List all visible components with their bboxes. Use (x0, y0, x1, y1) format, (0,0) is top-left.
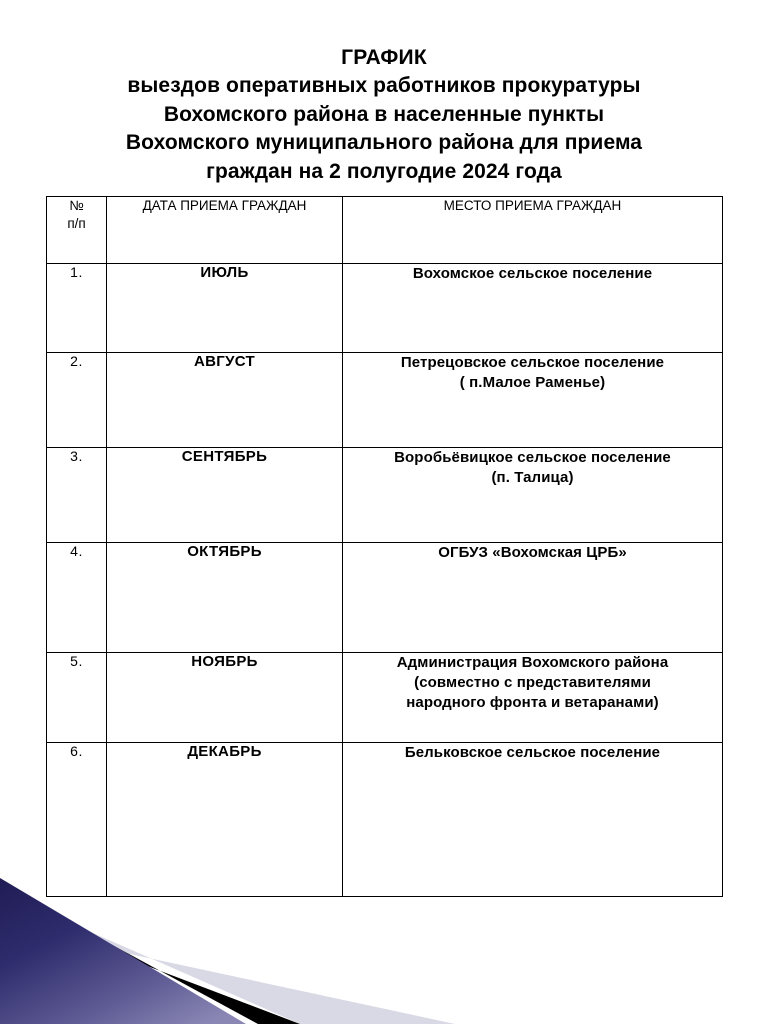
column-header-date: ДАТА ПРИЕМА ГРАЖДАН (107, 197, 343, 264)
row-number: 3. (47, 448, 107, 543)
title-subline-3: Вохомского муниципального района для приема (125, 131, 643, 154)
ribbon-band-black (0, 884, 300, 1024)
table-header-row (47, 197, 723, 264)
row-place (343, 653, 723, 743)
row-place-line: Петрецовское сельское поселение (400, 354, 665, 371)
table-row (47, 264, 723, 353)
row-date: СЕНТЯБРЬ (107, 448, 343, 543)
row-date: ИЮЛЬ (107, 264, 343, 353)
row-number: 5. (47, 653, 107, 743)
row-place-line: Воробьёвицкое сельское поселение (394, 449, 671, 466)
table-row (47, 353, 723, 448)
title-subline-2: Вохомского района в населенные пункты (163, 102, 605, 126)
row-place (343, 264, 723, 353)
row-place-line: (совместно с представителями (414, 674, 651, 691)
column-header-number (47, 197, 107, 264)
ribbon-band-lavender (0, 892, 455, 1024)
row-number: 1. (47, 264, 107, 353)
row-date: ОКТЯБРЬ (107, 543, 343, 653)
row-place (343, 353, 723, 448)
column-header-number-line1: № (69, 198, 84, 213)
table-row (47, 543, 723, 653)
row-place-line: (п. Талица) (491, 469, 574, 486)
row-date: НОЯБРЬ (107, 653, 343, 743)
column-header-place: МЕСТО ПРИЕМА ГРАЖДАН (343, 197, 723, 264)
row-place-line: народного фронта и ветаранами) (406, 694, 659, 711)
row-place-line: Вохомское сельское поселение (412, 265, 653, 282)
ribbon-band-navy (0, 878, 246, 1024)
row-place (343, 743, 723, 897)
document-title-block (46, 44, 722, 186)
row-number: 6. (47, 743, 107, 897)
title-subline-4: граждан на 2 полугодие 2024 года (206, 159, 562, 183)
table-row (47, 743, 723, 897)
table-row (47, 653, 723, 743)
column-header-number-line2: п/п (67, 216, 86, 231)
row-place-line: Бельковское сельское поселение (404, 744, 661, 761)
row-place (343, 543, 723, 653)
row-place (343, 448, 723, 543)
row-number: 2. (47, 353, 107, 448)
table-row (47, 448, 723, 543)
title-subline-1: выездов оперативных работников прокуратуры (127, 74, 641, 97)
row-date: ДЕКАБРЬ (107, 743, 343, 897)
row-number: 4. (47, 543, 107, 653)
schedule-table (46, 196, 723, 897)
row-place-line: ( п.Малое Раменье) (459, 374, 606, 391)
row-place-line: ОГБУЗ «Вохомская ЦРБ» (438, 544, 627, 561)
row-place-line: Администрация Вохомского района (396, 654, 669, 671)
row-date: АВГУСТ (107, 353, 343, 448)
page-title: ГРАФИК (341, 46, 427, 69)
